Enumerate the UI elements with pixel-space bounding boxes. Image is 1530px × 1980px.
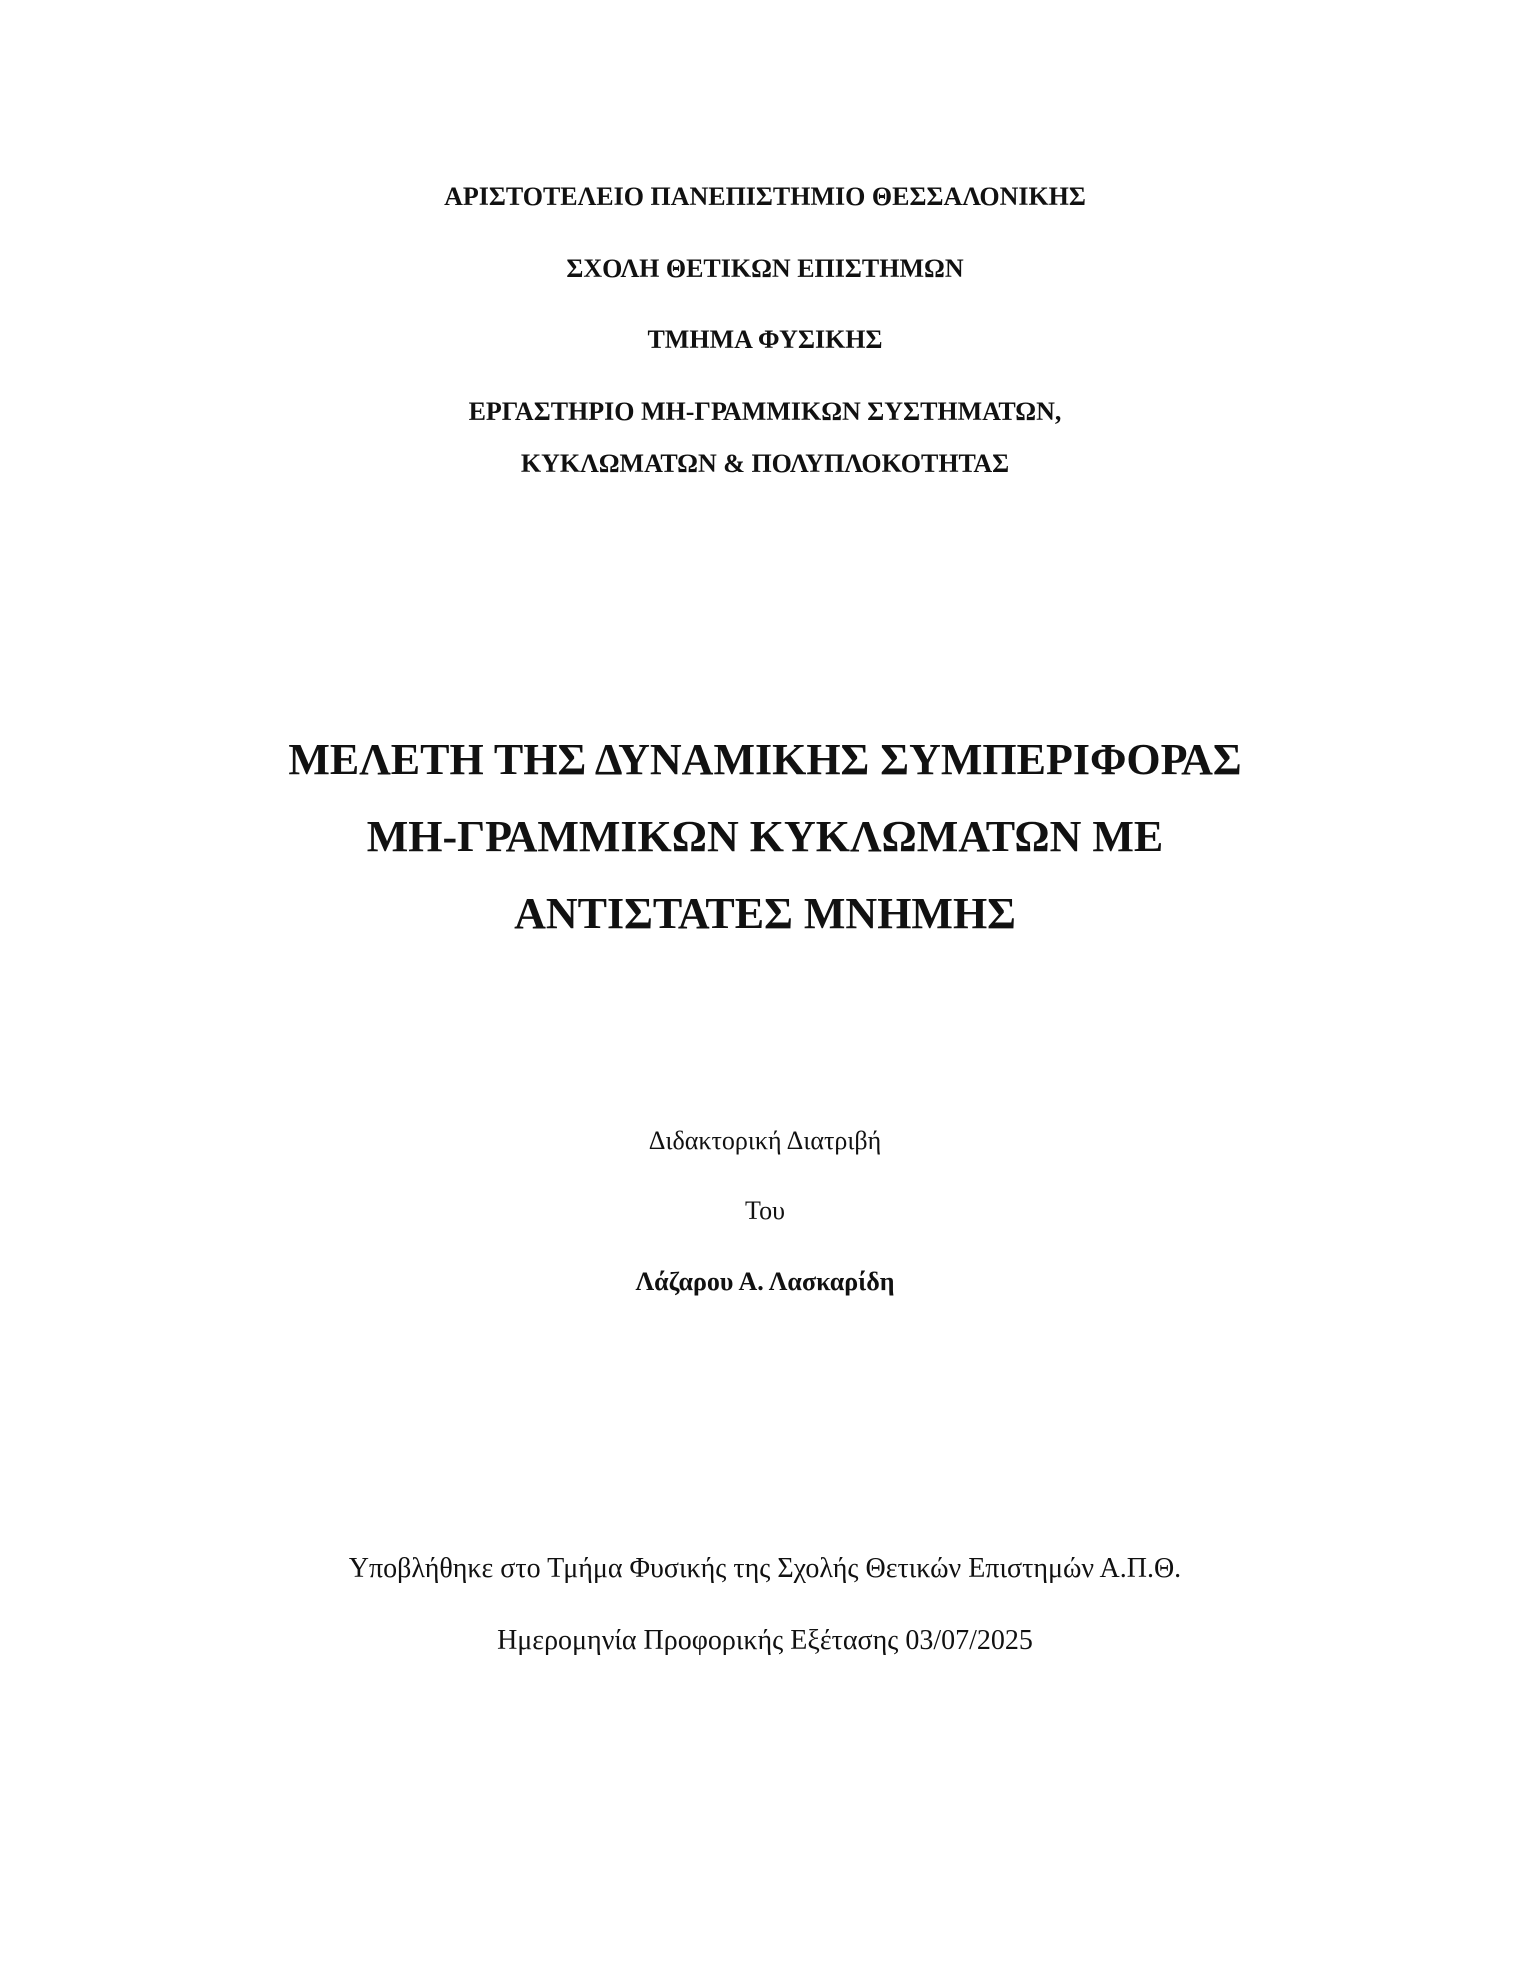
laboratory-name-line2: ΚΥΚΛΩΜΑΤΩΝ & ΠΟΛΥΠΛΟΚΟΤΗΤΑΣ [520,449,1010,478]
submission-note: Υποβλήθηκε στο Τμήμα Φυσικής της Σχολής Θετικών Επιστημών Α.Π.Θ. [348,1553,1182,1584]
thesis-title-line2: ΜΗ-ΓΡΑΜΜΙΚΩΝ ΚΥΚΛΩΜΑΤΩΝ ΜΕ [366,812,1164,861]
university-name: ΑΡΙΣΤΟΤΕΛΕΙΟ ΠΑΝΕΠΙΣΤΗΜΙΟ ΘΕΣΣΑΛΟΝΙΚΗΣ [444,182,1086,211]
department-name: ΤΜΗΜΑ ΦΥΣΙΚΗΣ [647,325,883,354]
document-type: Διδακτορική Διατριβή [648,1126,882,1155]
thesis-title-line3: ΑΝΤΙΣΤΑΤΕΣ ΜΝΗΜΗΣ [514,889,1016,938]
author-name: Λάζαρου Α. Λασκαρίδη [635,1267,895,1296]
exam-date: Ημερομηνία Προφορικής Εξέτασης 03/07/2025 [497,1625,1033,1656]
laboratory-name-line1: ΕΡΓΑΣΤΗΡΙΟ ΜΗ-ΓΡΑΜΜΙΚΩΝ ΣΥΣΤΗΜΑΤΩΝ, [468,397,1062,426]
school-name: ΣΧΟΛΗ ΘΕΤΙΚΩΝ ΕΠΙΣΤΗΜΩΝ [566,254,964,283]
by-label: Του [745,1196,785,1225]
thesis-title-line1: ΜΕΛΕΤΗ ΤΗΣ ΔΥΝΑΜΙΚΗΣ ΣΥΜΠΕΡΙΦΟΡΑΣ [288,735,1242,784]
